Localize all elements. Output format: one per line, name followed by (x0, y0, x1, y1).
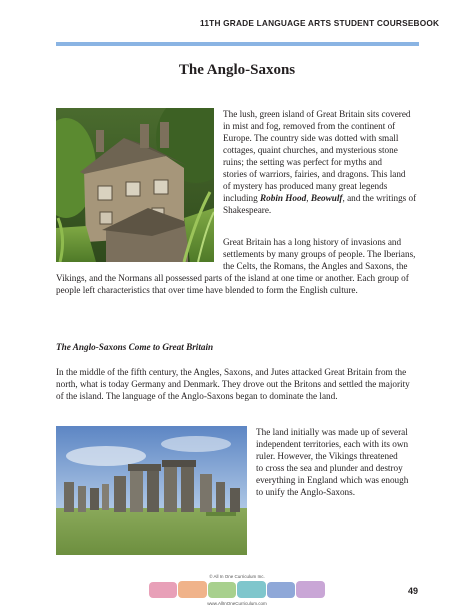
swatch-blue (267, 582, 295, 598)
text-line: ruins; the setting was perfect for myths and (223, 157, 382, 167)
copyright-notice: © All In One Curriculum Inc. (209, 574, 265, 579)
history-paragraph-right (223, 236, 423, 272)
text-fragment: , and the writings of (342, 193, 417, 203)
text-line: settlements by many groups of people. The Iberians, (223, 249, 416, 259)
stone-cottage-photo (56, 108, 214, 262)
running-header: 11TH GRADE LANGUAGE ARTS STUDENT COURSEBOOK (200, 18, 440, 28)
text-line: of the island. The language of the Anglo-Saxons began to dominate the land. (56, 391, 338, 401)
stonehenge-photo (56, 426, 247, 555)
text-line: north, what is today Germany and Denmark. They drove out the Britons and settled the majority (56, 379, 410, 389)
text-line: In the middle of the fifth century, the Angles, Saxons, and Jutes attacked Great Britain from the (56, 367, 407, 377)
swatch-purple (296, 581, 325, 598)
text-line: stories of warriors, fairies, and dragons. This land (223, 169, 406, 179)
swatch-pink (149, 582, 177, 598)
robin-hood-title: Robin Hood (260, 193, 307, 203)
migration-paragraph (56, 366, 426, 402)
text-line: ruler. However, the Vikings threatened (256, 451, 398, 461)
text-line: independent territories, each with its own (256, 439, 409, 449)
history-paragraph-full (56, 272, 426, 296)
page-title: The Anglo-Saxons (178, 62, 296, 78)
text-fragment: , (306, 193, 311, 203)
website-url[interactable]: www.AllInOneCurriculum.com (207, 601, 267, 606)
vikings-paragraph (256, 426, 426, 498)
beowulf-title: Beowulf (310, 193, 343, 203)
swatch-orange (178, 581, 207, 598)
text-line: Shakespeare. (223, 205, 272, 215)
text-fragment: including (223, 193, 261, 203)
text-line: The lush, green island of Great Britain sits covered (223, 109, 411, 119)
text-line: in mist and fog, removed from the continent of (223, 121, 396, 131)
swatch-teal (237, 581, 266, 598)
text-line: the Celts, the Romans, the Angles and Saxons, the (223, 261, 408, 271)
text-line (223, 192, 423, 204)
text-line: to unify the Anglo-Saxons. (256, 487, 356, 497)
text-line: Europe. The country side was dotted with small (223, 133, 399, 143)
text-line: everything in England which was enough (256, 475, 409, 485)
text-line: of mystery has produced many great legends (223, 181, 388, 191)
text-line: cottages, quaint churches, and mysterious stone (223, 145, 398, 155)
text-line: The land initially was made up of several (256, 427, 408, 437)
text-line: Great Britain has a long history of invasions and (223, 237, 402, 247)
text-line: Vikings, and the Normans all possessed parts of the island at one time or another. Each group of (56, 273, 409, 283)
header-rule (56, 42, 419, 46)
section-subheading: The Anglo-Saxons Come to Great Britain (56, 342, 214, 352)
swatch-green (208, 582, 236, 598)
footer-color-swatches (149, 580, 325, 600)
text-line: to cross the sea and plunder and destroy (256, 463, 403, 473)
page-number: 49 (407, 586, 418, 596)
text-line: people left characteristics that over time have blended to form the English culture. (56, 285, 358, 295)
intro-paragraph (223, 108, 423, 216)
